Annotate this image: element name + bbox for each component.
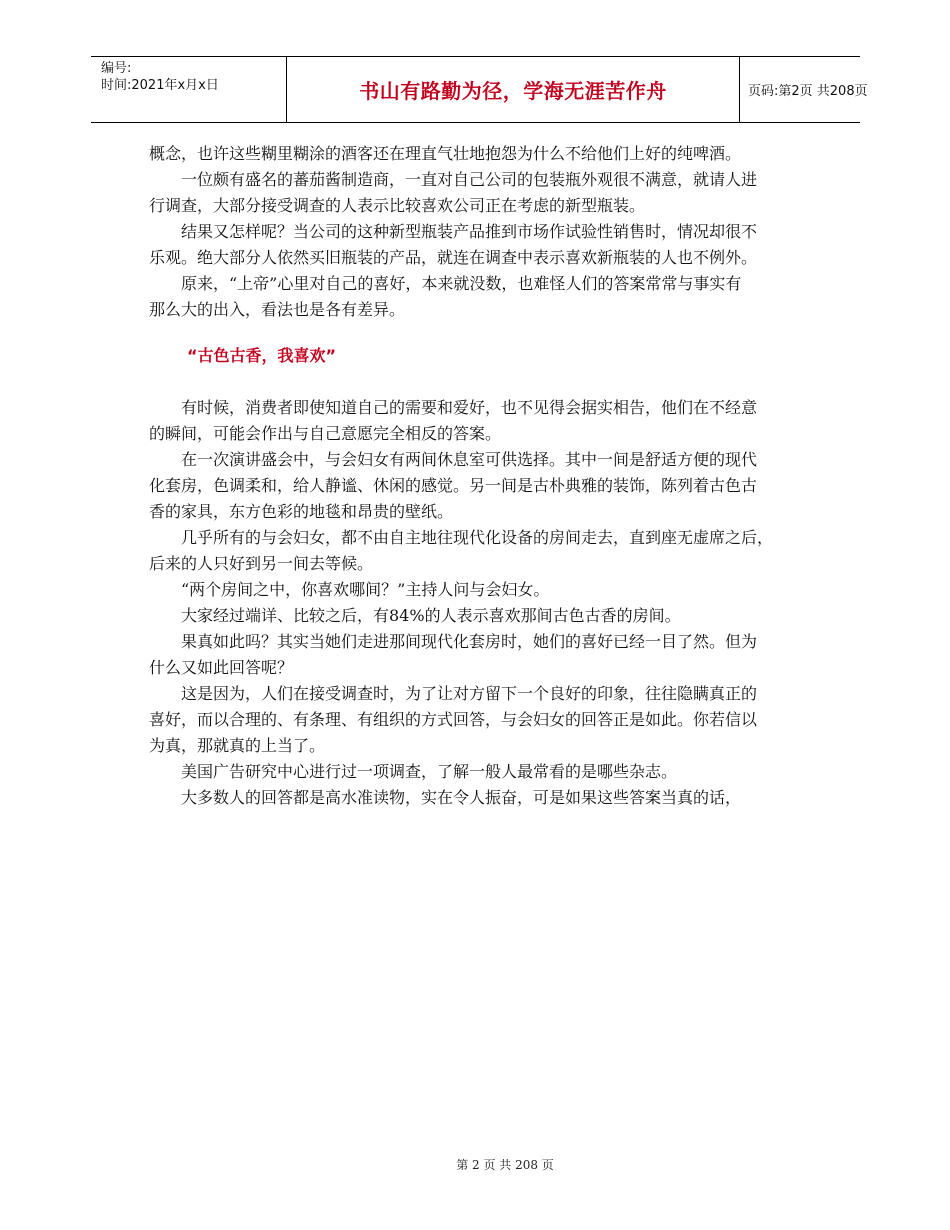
header-page-info: 页码:第2页 共208页 xyxy=(748,84,868,99)
paragraph: 化套房，色调柔和，给人静谧、休闲的感觉。另一间是古朴典雅的装饰，陈列着古色古 xyxy=(149,476,758,495)
paragraph: 行调查，大部分接受调查的人表示比较喜欢公司正在考虑的新型瓶装。 xyxy=(149,196,646,215)
page-footer: 第 2 页 共 208 页 xyxy=(456,1158,554,1172)
paragraph: 有时候，消费者即使知道自己的需要和爱好，也不见得会据实相告，他们在不经意 xyxy=(181,398,758,417)
paragraph: 为真，那就真的上当了。 xyxy=(149,736,326,755)
paragraph: 概念，也许这些糊里糊涂的酒客还在理直气壮地抱怨为什么不给他们上好的纯啤酒。 xyxy=(149,144,742,163)
paragraphs-before xyxy=(149,141,789,323)
paragraph: 果真如此吗？其实当她们走进那间现代化套房时，她们的喜好已经一目了然。但为 xyxy=(181,632,758,651)
paragraph: 这是因为，人们在接受调查时，为了让对方留下一个良好的印象，往往隐瞒真正的 xyxy=(181,684,758,703)
paragraph: 大家经过端详、比较之后，有84%的人表示喜欢那间古色古香的房间。 xyxy=(181,606,681,625)
paragraph: 一位颇有盛名的蕃茄酱制造商，一直对自己公司的包装瓶外观很不满意，就请人进 xyxy=(181,170,758,189)
paragraph: 美国广告研究中心进行过一项调查，了解一般人最常看的是哪些杂志。 xyxy=(181,762,678,781)
paragraph: 喜好，而以合理的、有条理、有组织的方式回答，与会妇女的回答正是如此。你若信以 xyxy=(149,710,758,729)
page-header xyxy=(91,56,868,123)
document-body xyxy=(149,141,789,811)
time-label: 时间:2021年x月x日 xyxy=(101,78,219,93)
paragraphs-after xyxy=(149,395,789,811)
section-title: “古色古香，我喜欢” xyxy=(187,346,337,365)
paragraph: 那么大的出入，看法也是各有差异。 xyxy=(149,300,406,319)
header-motto: 书山有路勤为径，学海无涯苦作舟 xyxy=(286,57,740,122)
paragraph: 原来，“上帝”心里对自己的喜好，本来就没数，也难怪人们的答案常常与事实有 xyxy=(181,274,742,293)
number-label: 编号: xyxy=(101,61,132,76)
paragraph: 香的家具，东方色彩的地毯和昂贵的壁纸。 xyxy=(149,502,454,521)
paragraph: 大多数人的回答都是高水准读物，实在令人振奋，可是如果这些答案当真的话， xyxy=(181,788,742,807)
paragraph: 结果又怎样呢？当公司的这种新型瓶装产品推到市场作试验性销售时，情况却很不 xyxy=(181,222,758,241)
paragraph: 乐观。绝大部分人依然买旧瓶装的产品，就连在调查中表示喜欢新瓶装的人也不例外。 xyxy=(149,248,758,267)
paragraph: 在一次演讲盛会中，与会妇女有两间休息室可供选择。其中一间是舒适方便的现代 xyxy=(181,450,758,469)
paragraph: 什么又如此回答呢？ xyxy=(149,658,294,677)
paragraph: 几乎所有的与会妇女，都不由自主地往现代化设备的房间走去，直到座无虚席之后， xyxy=(181,528,774,547)
paragraph: 的瞬间，可能会作出与自己意愿完全相反的答案。 xyxy=(149,424,502,443)
paragraph: “两个房间之中，你喜欢哪间？”主持人问与会妇女。 xyxy=(181,580,550,599)
header-meta xyxy=(91,57,286,122)
paragraph: 后来的人只好到另一间去等候。 xyxy=(149,554,374,573)
